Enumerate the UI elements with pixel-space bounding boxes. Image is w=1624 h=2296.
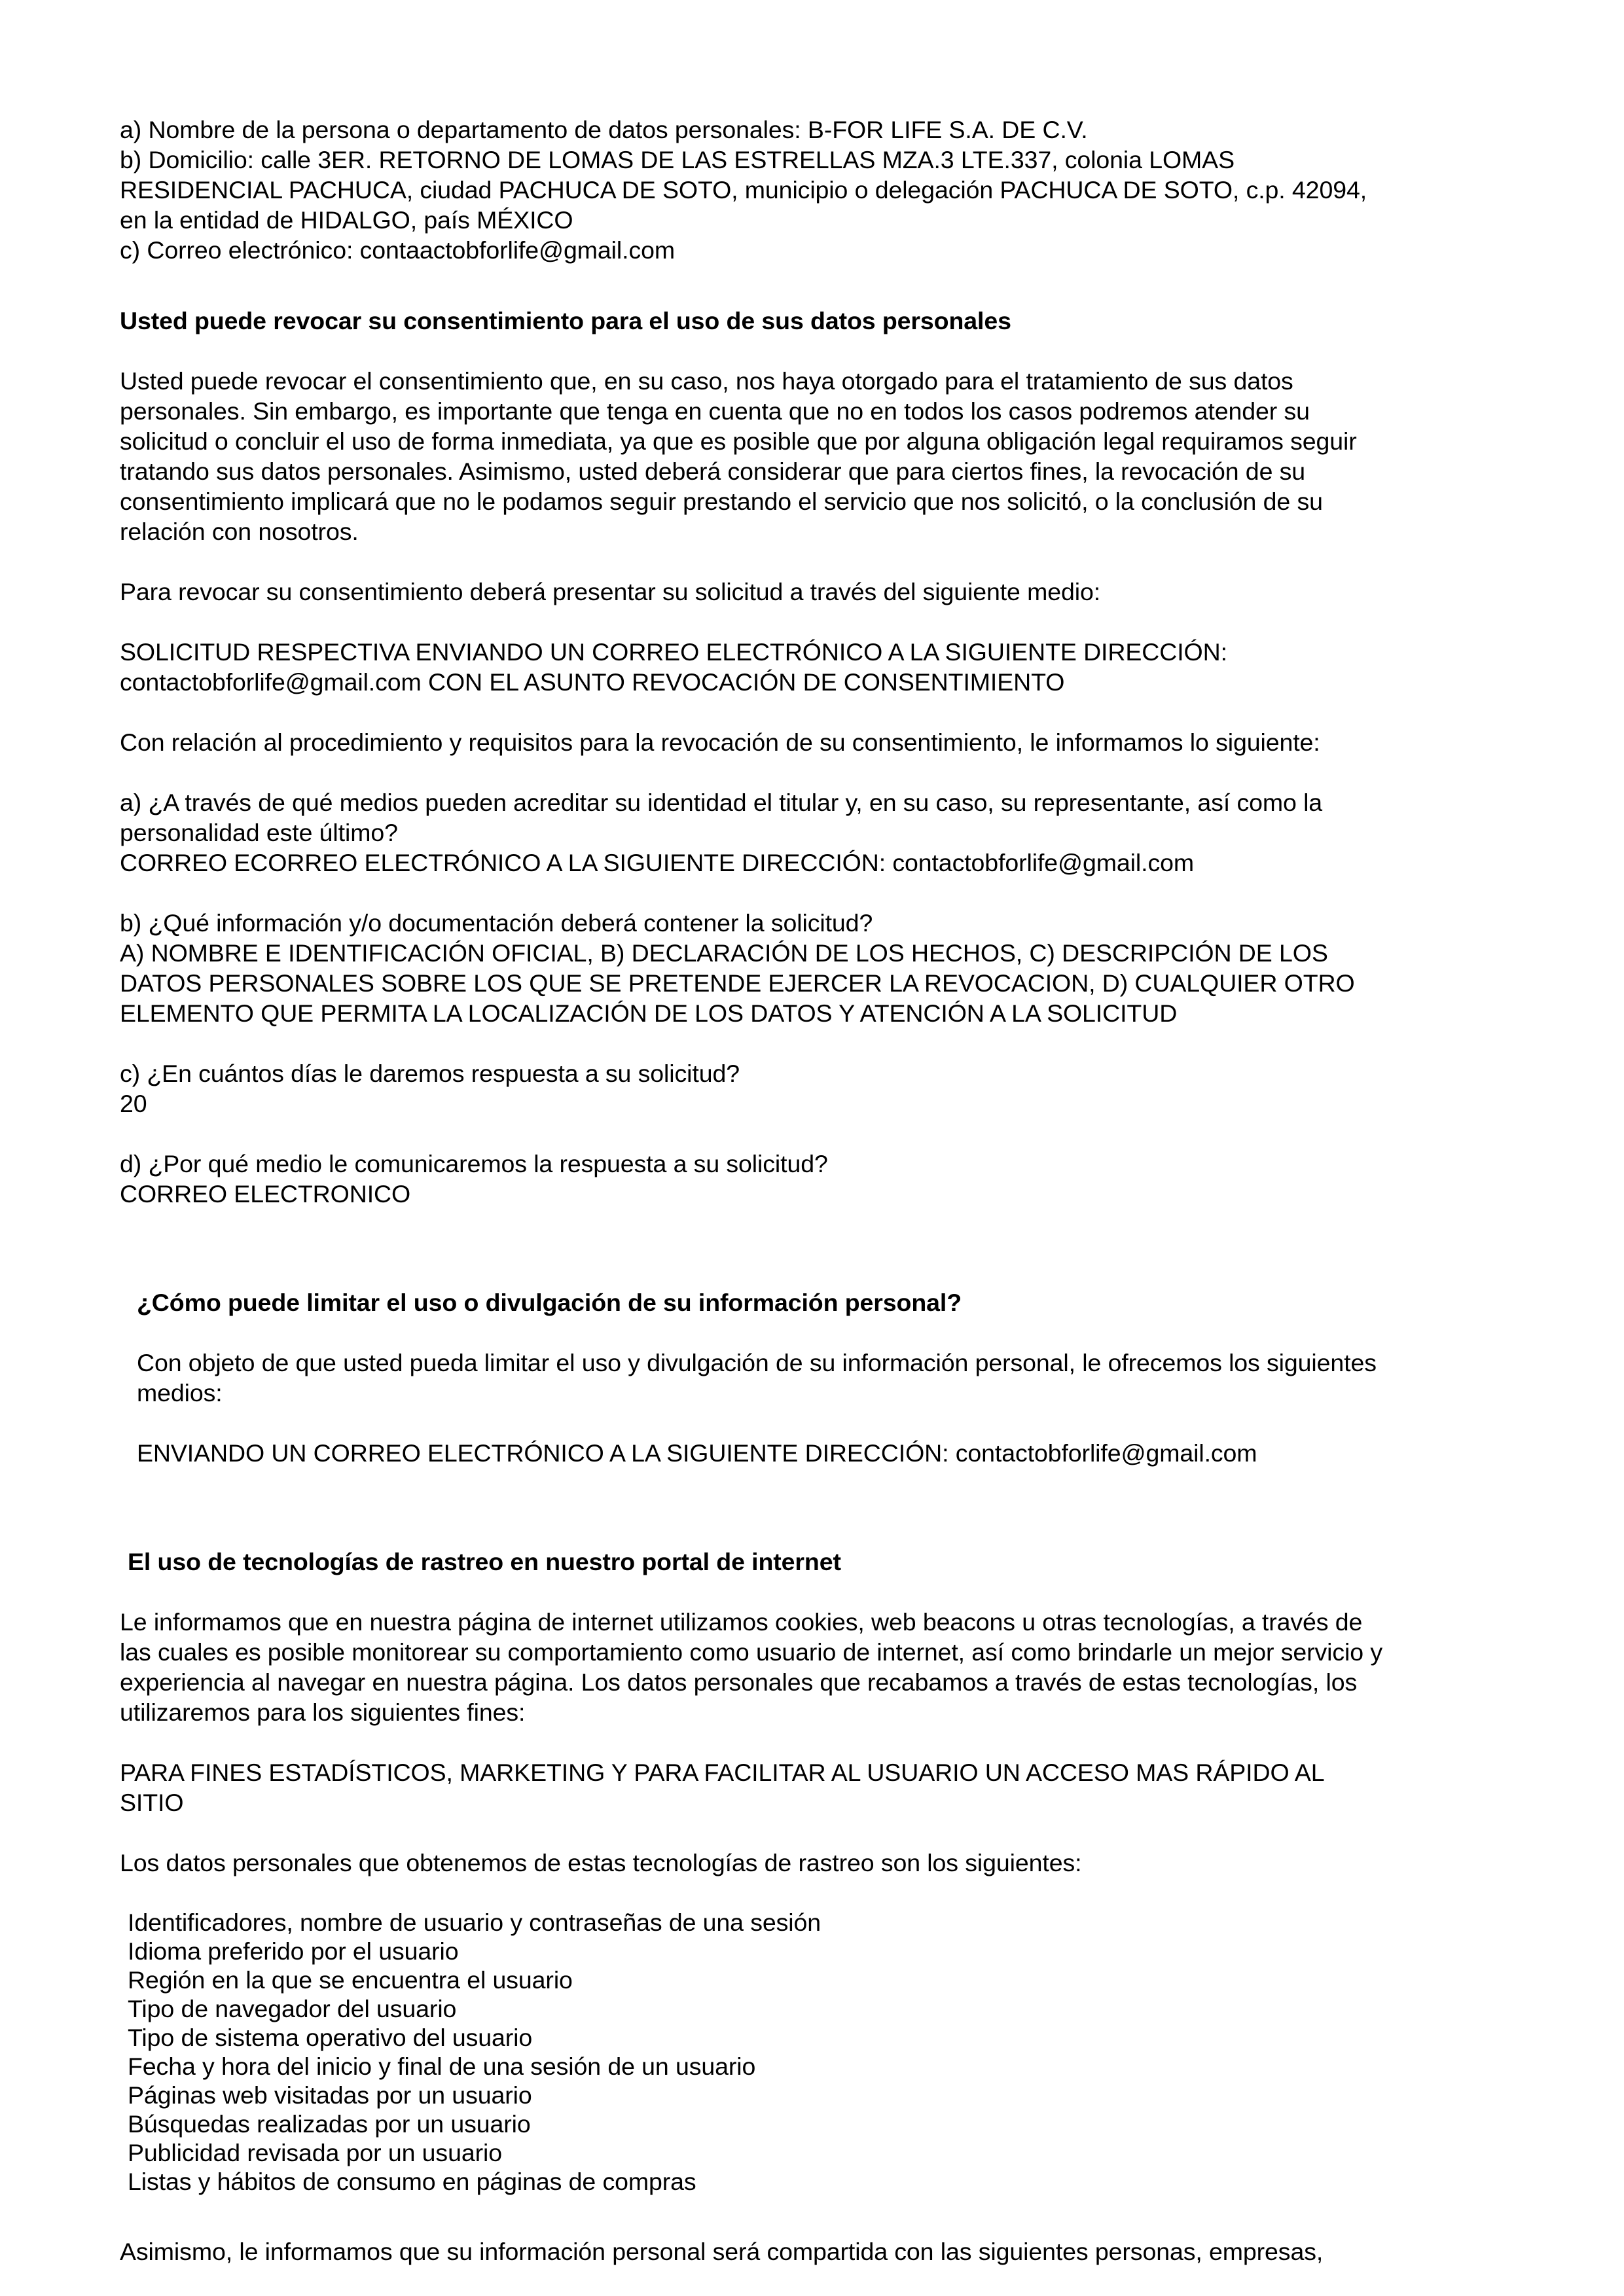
question-a-answer: CORREO ECORREO ELECTRÓNICO A LA SIGUIENTE DIRECCIÓN: contactobforlife@gmail.com — [120, 849, 1194, 876]
tracking-data-intro-text: Los datos personales que obtenemos de estas tecnologías de rastreo son los siguientes: — [120, 1849, 1082, 1876]
spacer — [120, 1209, 1439, 1287]
tracking-paragraph-line: Le informamos que en nuestra página de internet utilizamos cookies, web beacons u otras tecnologías, a través de — [120, 1608, 1363, 1636]
revocation-paragraph-line: relación con nosotros. — [120, 518, 359, 545]
question-b-answer-line: DATOS PERSONALES SOBRE LOS QUE SE PRETENDE EJERCER LA REVOCACION, D) CUALQUIER OTRO — [120, 969, 1355, 997]
list-item: Búsquedas realizadas por un usuario — [128, 2110, 531, 2138]
responsible-party-block — [120, 115, 1439, 265]
list-item: Tipo de sistema operativo del usuario — [128, 2024, 533, 2051]
list-item: Publicidad revisada por un usuario — [128, 2139, 502, 2166]
revocation-means-detail — [120, 637, 1439, 697]
responsible-party-name-line: a) Nombre de la persona o departamento de datos personales: B-FOR LIFE S.A. DE C.V. — [120, 116, 1088, 143]
limitation-means — [137, 1438, 1439, 1468]
tracking-purposes — [120, 1757, 1439, 1818]
list-item: Listas y hábitos de consumo en páginas de compras — [128, 2168, 696, 2195]
revocation-question-a — [120, 787, 1439, 878]
spacer — [120, 1408, 1439, 1438]
limitation-means-text: ENVIANDO UN CORREO ELECTRÓNICO A LA SIGUIENTE DIRECCIÓN: contactobforlife@gmail.com — [137, 1439, 1257, 1467]
spacer — [120, 1878, 1439, 1908]
responsible-party-address-line-3: en la entidad de HIDALGO, país MÉXICO — [120, 206, 573, 234]
question-b-line-1: b) ¿Qué información y/o documentación deberá contener la solicitud? — [120, 909, 873, 937]
revocation-paragraph — [120, 366, 1439, 547]
limitation-heading-text: ¿Cómo puede limitar el uso o divulgación de su información personal? — [137, 1289, 962, 1316]
spacer — [120, 1468, 1439, 1547]
revocation-paragraph-line: consentimiento implicará que no le podamos seguir prestando el servicio que nos solicitó, o la conclusión de su — [120, 488, 1323, 515]
spacer — [120, 757, 1439, 787]
tracking-section-heading — [128, 1547, 1439, 1577]
revocation-paragraph-line: tratando sus datos personales. Asimismo, usted deberá considerar que para ciertos fines, la revocación de su — [120, 457, 1306, 485]
limitation-paragraph-line: medios: — [137, 1379, 223, 1407]
tracking-purposes-line: SITIO — [120, 1789, 184, 1816]
list-item: Fecha y hora del inicio y final de una sesión de un usuario — [128, 2053, 756, 2080]
question-b-answer-line: ELEMENTO QUE PERMITA LA LOCALIZACIÓN DE LOS DATOS Y ATENCIÓN A LA SOLICITUD — [120, 999, 1178, 1027]
revocation-heading-text: Usted puede revocar su consentimiento para el uso de sus datos personales — [120, 307, 1011, 334]
limitation-paragraph-line: Con objeto de que usted pueda limitar el uso y divulgación de su información personal, le ofrecemos los siguientes — [137, 1349, 1377, 1376]
document-body — [120, 115, 1439, 2267]
spacer — [120, 265, 1439, 306]
tracking-paragraph-line: utilizaremos para los siguientes fines: — [120, 1698, 526, 1726]
tracking-paragraph-line: experiencia al navegar en nuestra página. Los datos personales que recabamos a través de estas tecnologías, los — [120, 1668, 1358, 1696]
question-c-line-1: c) ¿En cuántos días le daremos respuesta a su solicitud? — [120, 1060, 740, 1087]
spacer — [120, 607, 1439, 637]
question-d-answer: CORREO ELECTRONICO — [120, 1180, 411, 1208]
revocation-paragraph-line: solicitud o concluir el uso de forma inmediata, ya que es posible que por alguna obligación legal requiramos seguir — [120, 427, 1357, 455]
list-item: Tipo de navegador del usuario — [128, 1995, 457, 2022]
revocation-section-heading — [120, 306, 1439, 336]
spacer — [120, 1318, 1439, 1348]
list-item: Identificadores, nombre de usuario y contraseñas de una sesión — [128, 1909, 821, 1936]
revocation-paragraph-line: personales. Sin embargo, es importante que tenga en cuenta que no en todos los casos podremos atender su — [120, 397, 1310, 425]
revocation-procedure-intro — [120, 727, 1439, 757]
question-d-line-1: d) ¿Por qué medio le comunicaremos la respuesta a su solicitud? — [120, 1150, 828, 1177]
tracking-paragraph — [120, 1607, 1439, 1727]
limitation-paragraph — [137, 1348, 1439, 1408]
spacer — [120, 1119, 1439, 1149]
spacer — [120, 1577, 1439, 1607]
responsible-party-address-line-2: RESIDENCIAL PACHUCA, ciudad PACHUCA DE SOTO, municipio o delegación PACHUCA DE SOTO, c.p. 42094, — [120, 176, 1367, 204]
revocation-question-b — [120, 908, 1439, 1028]
question-b-answer-line: A) NOMBRE E IDENTIFICACIÓN OFICIAL, B) DECLARACIÓN DE LOS HECHOS, C) DESCRIPCIÓN DE LOS — [120, 939, 1328, 967]
spacer — [120, 878, 1439, 908]
list-item: Región en la que se encuentra el usuario — [128, 1966, 573, 1994]
spacer — [120, 1818, 1439, 1848]
revocation-procedure-intro-text: Con relación al procedimiento y requisitos para la revocación de su consentimiento, le informamos lo siguiente: — [120, 728, 1320, 756]
limitation-section-heading — [137, 1287, 1439, 1318]
spacer — [120, 336, 1439, 366]
sharing-intro-text: Asimismo, le informamos que su información personal será compartida con las siguientes personas, empresas, — [120, 2238, 1324, 2265]
list-item: Idioma preferido por el usuario — [128, 1937, 459, 1965]
revocation-paragraph-line: Usted puede revocar el consentimiento que, en su caso, nos haya otorgado para el tratamiento de sus datos — [120, 367, 1293, 395]
sharing-intro — [120, 2236, 1439, 2267]
tracking-data-list — [128, 1908, 1439, 2196]
revocation-means-line-2: contactobforlife@gmail.com CON EL ASUNTO REVOCACIÓN DE CONSENTIMIENTO — [120, 668, 1065, 696]
question-a-line-1: a) ¿A través de qué medios pueden acreditar su identidad el titular y, en su caso, su representante, así como la — [120, 789, 1323, 816]
question-c-answer: 20 — [120, 1090, 147, 1117]
list-item: Páginas web visitadas por un usuario — [128, 2081, 532, 2109]
spacer — [120, 1028, 1439, 1058]
question-a-line-2: personalidad este último? — [120, 819, 398, 846]
tracking-purposes-line: PARA FINES ESTADÍSTICOS, MARKETING Y PARA FACILITAR AL USUARIO UN ACCESO MAS RÁPIDO AL — [120, 1759, 1325, 1786]
revocation-question-c — [120, 1058, 1439, 1119]
tracking-heading-text: El uso de tecnologías de rastreo en nuestro portal de internet — [128, 1548, 841, 1575]
revocation-question-d — [120, 1149, 1439, 1209]
tracking-data-intro — [120, 1848, 1439, 1878]
tracking-paragraph-line: las cuales es posible monitorear su comportamiento como usuario de internet, así como brindarle un mejor servicio y — [120, 1638, 1382, 1666]
revocation-means-line-1: SOLICITUD RESPECTIVA ENVIANDO UN CORREO ELECTRÓNICO A LA SIGUIENTE DIRECCIÓN: — [120, 638, 1227, 666]
spacer — [120, 2196, 1439, 2236]
revocation-means-intro — [120, 577, 1439, 607]
spacer — [120, 1727, 1439, 1757]
responsible-party-email-line: c) Correo electrónico: contaactobforlife@gmail.com — [120, 236, 675, 264]
revocation-means-intro-text: Para revocar su consentimiento deberá presentar su solicitud a través del siguiente medio: — [120, 578, 1101, 605]
responsible-party-address-line-1: b) Domicilio: calle 3ER. RETORNO DE LOMAS DE LAS ESTRELLAS MZA.3 LTE.337, colonia LOMAS — [120, 146, 1235, 173]
spacer — [120, 547, 1439, 577]
spacer — [120, 697, 1439, 727]
